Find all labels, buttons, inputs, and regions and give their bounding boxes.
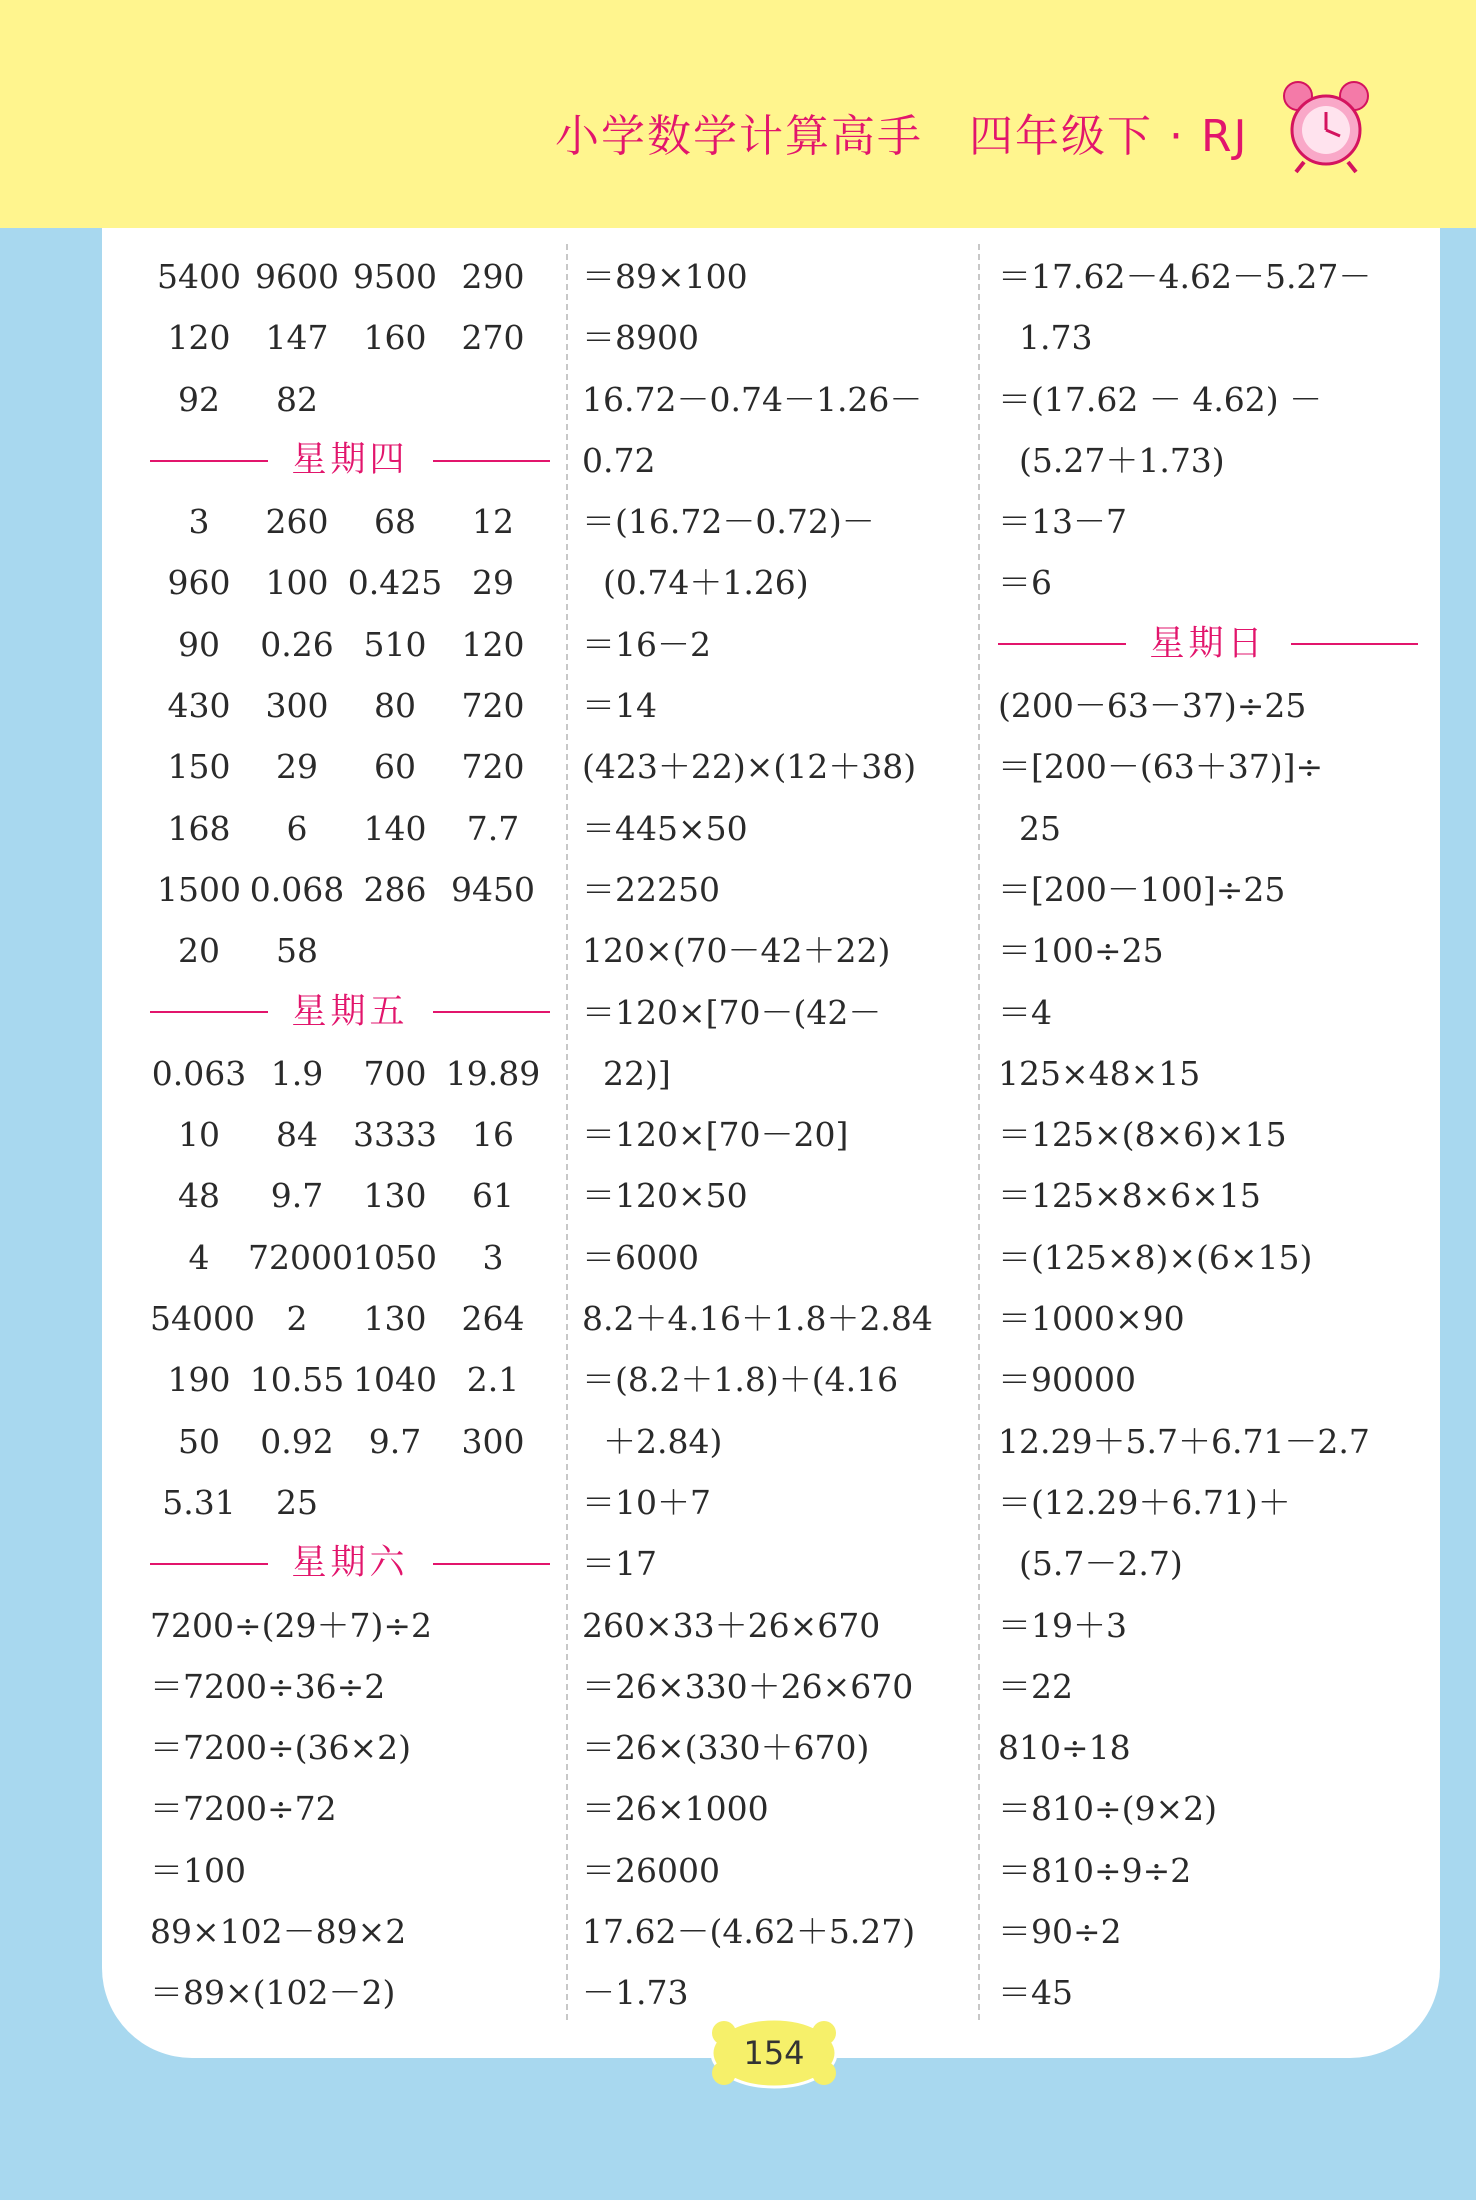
equation-line: ＝125×8×6×15 xyxy=(998,1176,1261,1216)
equation-line: (200－63－37)÷25 xyxy=(998,686,1307,726)
equation-line: 125×48×15 xyxy=(998,1053,1201,1093)
equation-line: 120×(70－42＋22) xyxy=(582,931,891,971)
equation-line: 12.29＋5.7＋6.71－2.7 xyxy=(998,1421,1370,1461)
equation-line: ＝16－2 xyxy=(582,624,711,664)
equation-line: ＝17.62－4.62－5.27－ xyxy=(998,257,1372,296)
page-header xyxy=(0,0,1476,228)
equation-line: ＝(125×8)×(6×15) xyxy=(998,1237,1313,1277)
equation-line: ＝(12.29＋6.71)＋ xyxy=(998,1482,1291,1522)
answer-column-2 xyxy=(582,246,1002,2024)
answer-row: 120 147 160 270 xyxy=(167,318,525,358)
answer-row: 960 100 0.425 29 xyxy=(167,563,514,603)
equation-line: ＝1000×90 xyxy=(998,1299,1185,1339)
equation-line: ＝19＋3 xyxy=(998,1605,1127,1645)
equation-line: ＝[200－(63＋37)]÷ xyxy=(998,747,1324,787)
equation-line: 16.72－0.74－1.26－ xyxy=(582,379,923,419)
day-heading-sunday: 星期日 xyxy=(998,614,1418,675)
equation-line: ＝26000 xyxy=(582,1850,720,1890)
equation-line: ＝14 xyxy=(582,686,657,726)
equation-line: 260×33＋26×670 xyxy=(582,1605,881,1645)
equation-line: ＝4 xyxy=(998,992,1052,1032)
equation-line: 7200÷(29＋7)÷2 xyxy=(150,1605,433,1645)
equation-line: (5.27＋1.73) xyxy=(998,440,1225,480)
equation-line: 25 xyxy=(998,808,1061,848)
equation-line: ＝26×1000 xyxy=(582,1789,769,1829)
day-heading-thursday: 星期四 xyxy=(150,430,550,491)
answer-row: 190 10.55 1040 2.1 xyxy=(167,1360,520,1400)
answer-row: 0.063 1.9 700 19.89 xyxy=(151,1053,541,1093)
answer-row: 48 9.7 130 61 xyxy=(178,1176,514,1216)
equation-line: 89×102－89×2 xyxy=(150,1912,407,1952)
equation-line: ＝26×(330＋670) xyxy=(582,1728,870,1768)
equation-line: ＝7200÷72 xyxy=(150,1789,337,1829)
equation-line: 0.72 xyxy=(582,440,656,480)
answer-row: 54000 2 130 264 xyxy=(150,1299,525,1339)
equation-line: ＝13－7 xyxy=(998,502,1127,542)
equation-line: ＝125×(8×6)×15 xyxy=(998,1115,1287,1155)
equation-line: ＝445×50 xyxy=(582,808,748,848)
answer-row: 5400 9600 9500 290 xyxy=(157,257,525,296)
answer-row: 168 6 140 7.7 xyxy=(167,808,520,848)
equation-line: ＝7200÷(36×2) xyxy=(150,1728,412,1768)
equation-line: ＝22250 xyxy=(582,869,720,909)
page-number: 154 xyxy=(743,2034,805,2072)
equation-line: ＝[200－100]÷25 xyxy=(998,869,1286,909)
equation-line: ＝7200÷36÷2 xyxy=(150,1666,386,1706)
equation-line: 810÷18 xyxy=(998,1728,1131,1768)
equation-line: (0.74＋1.26) xyxy=(582,563,809,603)
answer-row: 3 260 68 12 xyxy=(188,502,514,542)
equation-line: ＝(16.72－0.72)－ xyxy=(582,502,875,542)
answer-row: 10 84 3333 16 xyxy=(178,1115,514,1155)
equation-line: ＝6 xyxy=(998,563,1052,603)
answer-column-1 xyxy=(150,246,550,2024)
equation-line: ＝90÷2 xyxy=(998,1912,1122,1952)
equation-line: ＝120×[70－20] xyxy=(582,1115,849,1155)
equation-line: 22)] xyxy=(582,1053,671,1093)
equation-line: ＝89×(102－2) xyxy=(150,1973,396,2013)
answer-row: 92 82 xyxy=(178,379,318,419)
equation-line: ＝26×330＋26×670 xyxy=(582,1666,914,1706)
equation-line: ＝(8.2＋1.8)＋(4.16 xyxy=(582,1360,899,1400)
alarm-clock-icon xyxy=(1278,74,1374,174)
equation-line: 17.62－(4.62＋5.27) xyxy=(582,1912,916,1952)
equation-line: ＝6000 xyxy=(582,1237,699,1277)
answer-row: 430 300 80 720 xyxy=(167,686,525,726)
equation-line: ＝(17.62 － 4.62) － xyxy=(998,379,1323,419)
equation-line: (423＋22)×(12＋38) xyxy=(582,747,917,787)
answer-row: 4 72000 1050 3 xyxy=(188,1237,504,1277)
column-divider xyxy=(566,244,568,2024)
equation-line: ＝120×[70－(42－ xyxy=(582,992,882,1032)
equation-line: ＝8900 xyxy=(582,318,699,358)
equation-line: ＝100 xyxy=(150,1850,246,1890)
equation-line: ＝22 xyxy=(998,1666,1073,1706)
equation-line: 8.2＋4.16＋1.8＋2.84 xyxy=(582,1299,933,1339)
answer-row: 1500 0.068 286 9450 xyxy=(157,869,535,909)
answer-row: 50 0.92 9.7 300 xyxy=(178,1421,525,1461)
equation-line: ＝120×50 xyxy=(582,1176,748,1216)
equation-line: －1.73 xyxy=(582,1973,689,2013)
equation-line: ＝17 xyxy=(582,1544,657,1584)
answer-row: 150 29 60 720 xyxy=(167,747,525,787)
equation-line: ＝810÷(9×2) xyxy=(998,1789,1218,1829)
equation-line: ＝810÷9÷2 xyxy=(998,1850,1192,1890)
equation-line: ＝90000 xyxy=(998,1360,1136,1400)
equation-line: ＝10＋7 xyxy=(582,1482,711,1522)
equation-line: ＋2.84) xyxy=(582,1421,723,1461)
day-heading-saturday: 星期六 xyxy=(150,1533,550,1594)
day-heading-friday: 星期五 xyxy=(150,982,550,1043)
book-title: 小学数学计算高手 四年级下 · RJ xyxy=(555,111,1249,162)
answer-row: 90 0.26 510 120 xyxy=(178,624,525,664)
equation-line: (5.7－2.7) xyxy=(998,1544,1183,1584)
answer-column-3 xyxy=(998,246,1418,2024)
equation-line: ＝45 xyxy=(998,1973,1073,2013)
equation-line: 1.73 xyxy=(998,318,1093,358)
answer-row: 5.31 25 xyxy=(162,1482,318,1522)
answer-row: 20 58 xyxy=(178,931,318,971)
equation-line: ＝100÷25 xyxy=(998,931,1164,971)
equation-line: ＝89×100 xyxy=(582,257,748,296)
